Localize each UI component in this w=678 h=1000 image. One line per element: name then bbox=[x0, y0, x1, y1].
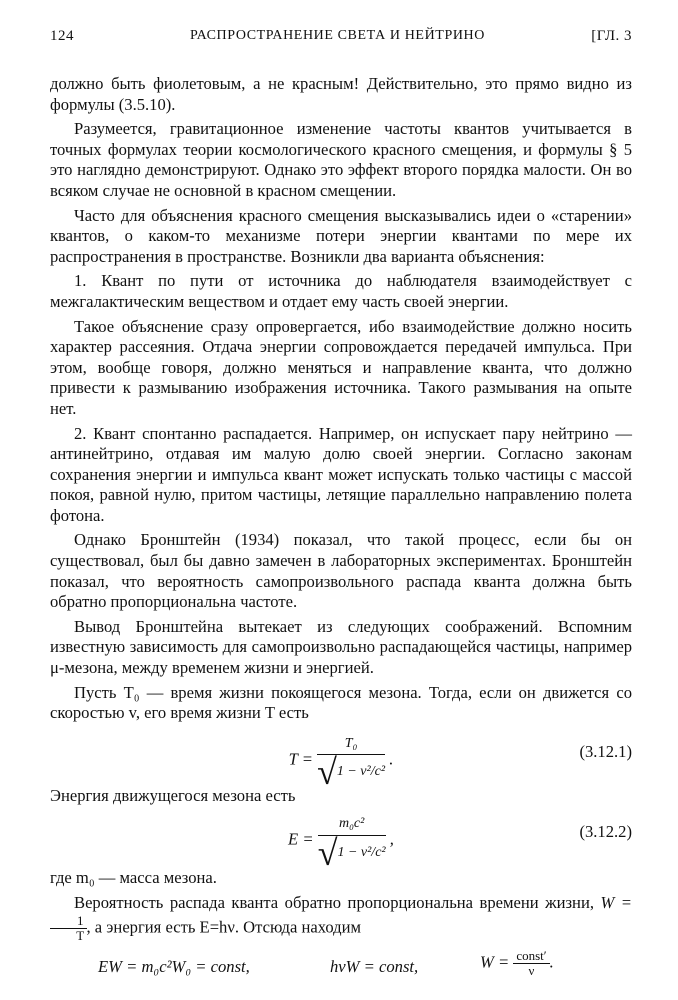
paragraph: Энергия движущегося мезона есть bbox=[50, 785, 296, 805]
formula-lhs: E = bbox=[288, 830, 314, 850]
paragraph bbox=[50, 893, 632, 943]
inline-fraction bbox=[50, 914, 87, 943]
formula-fraction bbox=[513, 949, 549, 978]
fraction-numerator: T₀ bbox=[317, 734, 385, 756]
paragraph: Пусть T₀ — время жизни покоящегося мезона. Тогда, если он движется со скоростью v, его время жизни T есть bbox=[50, 682, 632, 723]
running-header bbox=[50, 28, 632, 52]
paragraph-text: Вероятность распада кванта обратно пропорциональна времени жизни, bbox=[74, 893, 594, 912]
formula-hnu-w: hνW = const, bbox=[330, 956, 419, 976]
formula-3-12-1 bbox=[50, 724, 632, 793]
page-body bbox=[50, 74, 632, 991]
sqrt-sign: √ bbox=[317, 833, 338, 873]
paragraph: 2. Квант спонтанно распадается. Например, он испускает пару нейтрино — антинейтрино, отдавая им малую долю своей энергии. Согласно законам сохранения энергии и импульса квант может испускать только частицы с массой покоя, равной нулю, притом частицы, летящие параллельно направлению полета фотона. bbox=[50, 423, 632, 525]
formula-lhs: W = bbox=[480, 951, 510, 971]
sqrt-content: 1 − v²/c² bbox=[336, 764, 386, 780]
fraction-denominator bbox=[317, 752, 386, 793]
paragraph: где m₀ — масса мезона. bbox=[50, 868, 217, 888]
sqrt-content: 1 − v²/c² bbox=[337, 845, 386, 861]
formula-energy-product: EW = m₀c²W₀ = const, bbox=[98, 956, 250, 976]
paragraph: Разумеется, гравитационное изменение частоты квантов учитывается в точных формулах теории космологического красного смещения, и формулы § 5 это наглядно демонстрируют. Однако это эффект второго порядка малости. Он во всяком случае не основной в красном смещении. bbox=[50, 119, 632, 200]
formula-fraction bbox=[317, 814, 386, 873]
formula-lhs: T = bbox=[288, 749, 313, 769]
equation-number: (3.12.1) bbox=[579, 741, 632, 761]
page-number: 124 bbox=[50, 28, 74, 44]
inline-numerator: 1 bbox=[50, 914, 87, 929]
formula-3-12-2 bbox=[50, 806, 632, 873]
sqrt-sign: √ bbox=[317, 752, 337, 793]
equation-number: (3.12.2) bbox=[579, 822, 632, 842]
formula-fraction bbox=[317, 734, 386, 793]
final-formulas bbox=[50, 947, 632, 991]
running-title: РАСПРОСТРАНЕНИЕ СВЕТА И НЕЙТРИНО bbox=[190, 28, 485, 43]
inline-denominator: T bbox=[76, 927, 85, 943]
paragraph: Однако Бронштейн (1934) показал, что такой процесс, если бы он существовал, был бы давно замечен в лабораторных экспериментах. Бронштейн показал, что вероятность самопроизвольного распада кванта должна быть обратно пропорциональна частоте. bbox=[50, 530, 632, 612]
formula-end: , bbox=[389, 830, 394, 850]
paragraph: Такое объяснение сразу опровергается, ибо взаимодействие должно носить характер рассеяния. Отдача энергии сопровождается передачей импульса. При этом, вообще говоря, должно меняться и направление кванта, что должно привести к размыванию изображения источника. Такого размывания на опыте нет. bbox=[50, 316, 632, 418]
fraction-denominator: ν bbox=[528, 962, 535, 978]
paragraph: Вывод Бронштейна вытекает из следующих соображений. Вспомним известную зависимость для самопроизвольно распадающейся частицы, например μ-мезона, между временем жизни и энергией. bbox=[50, 616, 632, 678]
paragraph: Часто для объяснения красного смещения высказывались идеи о «старении» квантов, о каком-то механизме потери энергии квантами по мере их распространения в пространстве. Возникли два варианта объяснения: bbox=[50, 205, 632, 266]
paragraph-text: , а энергия есть E=hν. Отсюда находим bbox=[86, 916, 362, 936]
chapter-label: [ГЛ. 3 bbox=[591, 28, 632, 44]
paragraph: 1. Квант по пути от источника до наблюдателя взаимодействует с межгалактическим веществом и отдает ему часть своей энергии. bbox=[50, 271, 632, 311]
formula-end: . bbox=[389, 749, 394, 769]
formula-end: . bbox=[549, 951, 554, 971]
fraction-denominator bbox=[317, 833, 386, 873]
formula-w-over-nu bbox=[480, 949, 554, 978]
fraction-numerator: m₀c² bbox=[318, 814, 386, 836]
fraction-numerator: const′ bbox=[513, 949, 549, 964]
paragraph: должно быть фиолетовым, а не красным! Действительно, это прямо видно из формулы (3.5.10). bbox=[50, 74, 632, 114]
inline-formula-lhs: W = bbox=[600, 893, 632, 912]
